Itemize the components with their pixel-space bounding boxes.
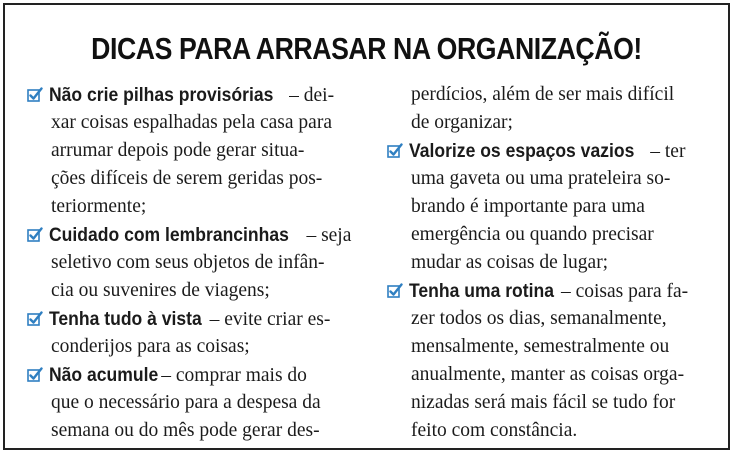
checkbox-checked-icon [387,283,403,299]
tip-heading: Não crie pilhas provisórias [49,84,274,106]
tip-heading: Cuidado com lembrancinhas [49,224,289,246]
tip-text: – coisas para fa- [560,281,689,302]
tip-text-line: emergência ou quando precisar [411,224,654,245]
tip-item [27,305,330,333]
tip-text: – seja [306,225,352,246]
tip-text-line: que o necessário para a despesa da [51,392,321,413]
checkbox-checked-icon [27,367,43,383]
checkbox-checked-icon [27,87,43,103]
tip-text-line: conderijos para as coisas; [51,336,250,357]
tip-text-line: anualmente, manter as coisas orga- [411,364,685,385]
tip-item [27,81,334,109]
tip-text-line: mensalmente, semestralmente ou [411,336,670,357]
tip-text-line: nizadas será mais fácil se tudo for [411,392,676,413]
tip-text-line: semana ou do mês pode gerar des- [51,420,320,441]
tip-item [27,361,307,389]
page-title: DICAS PARA ARRASAR NA ORGANIZAÇÃO! [91,31,642,66]
tip-text: – comprar mais do [161,365,307,386]
tip-text-line: teriormente; [51,196,147,217]
checkbox-checked-icon [27,311,43,327]
tip-text-line: ções difíceis de serem geridas pos- [51,168,323,189]
tip-text-line: brando é importante para uma [411,196,645,217]
tip-text-line: arrumar depois pode gerar situa- [51,140,305,161]
tips-box [3,3,730,450]
tip-heading: Tenha uma rotina [409,280,554,302]
tip-text-line: perdícios, além de ser mais difícil [411,84,675,105]
tip-item [387,277,688,305]
tip-text-line: seletivo com seus objetos de infân- [51,252,325,273]
tip-text-line: uma gaveta ou uma prateleira so- [411,168,671,189]
tip-text: – evite criar es- [209,309,331,330]
tip-text-line: xar coisas espalhadas pela casa para [51,112,332,133]
checkbox-checked-icon [387,143,403,159]
tip-item [387,137,685,165]
tip-text: – ter [650,141,686,162]
checkbox-checked-icon [27,227,43,243]
tip-text-line: de organizar; [411,112,513,133]
tip-text-line: feito com constância. [411,420,578,441]
tip-heading: Valorize os espaços vazios [409,140,635,162]
tip-text-line: zer todos os dias, semanalmente, [411,308,667,329]
tip-heading: Não acumule [49,364,159,386]
tip-text: – dei- [289,85,335,106]
tip-text-line: cia ou suvenires de viagens; [51,280,270,301]
tip-heading: Tenha tudo à vista [49,308,202,330]
tip-item [27,221,351,249]
tip-text-line: mudar as coisas de lugar; [411,252,609,273]
